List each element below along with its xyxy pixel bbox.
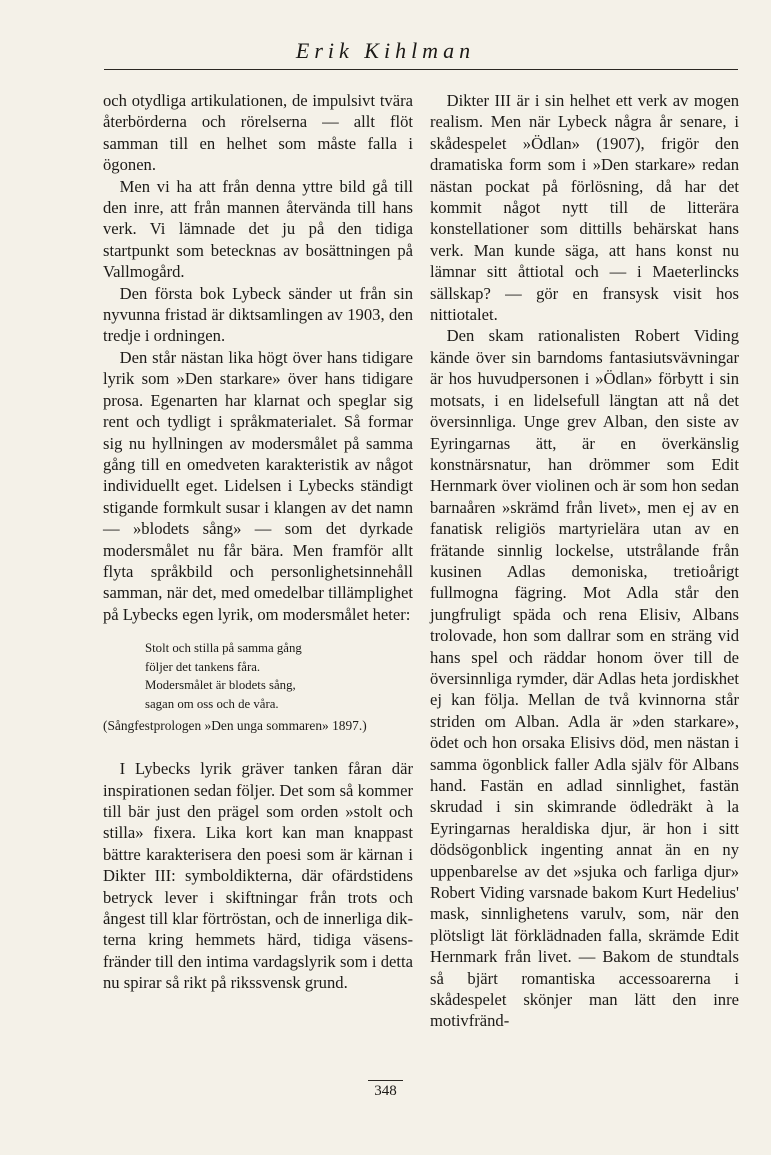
paragraph: I Lybecks lyrik gräver tanken fåran där inspirationen sedan följer. Det som så kommer till bär just den prägel som orden »stolt och stilla» fixera. Lika kort kan man knappast bättre karakterisera den poesi som är kärnan i Dikter III: symboldikterna, där ofärdstidens betryck lever i skiftningar från trots och ångest till klar förtröstan, och de innerliga dikterna kring hemmets härd, tidiga väsensfränder till den intima vardagslyrik som i detta nu spirar så rikt på rikssvensk grund. [103,759,413,993]
poem-line: följer det tankens fåra. [145,659,261,674]
page-number-text: 348 [368,1080,403,1099]
poem-quote [103,639,413,735]
poem-line: Stolt och stilla på samma gång [145,641,302,656]
paragraph: Den står nästan lika högt över hans tidigare lyrik som »Den starkare» över hans tidigare prosa. Egenarten har klarnat och speglar sig rent och tydligt i språkmaterialet. Så formar sig nu hyllningen av modersmålet på samma gång till en omedveten karakteristik av något individuellt eget. Lidelsen i Lybecks ständigt stigande formkult susar i klangen av det namn — »blodets sång» — som det dyrkade modersmålet nu får bära. Men framför allt flyta språkbild och personlighetsinnehåll samman, när det, med omedelbar tillämplighet på Lybecks egen lyrik, om modersmålet heter: [103,347,413,624]
paragraph: Den första bok Lybeck sänder ut från sin nyvunna fristad är diktsamlingen av 1903, den tredje i ordningen. [103,283,413,346]
page-number [0,1083,771,1100]
poem-line: Modersmålet är blodets sång, [145,678,296,693]
poem-source: (Sångfestprologen »Den unga sommaren» 1897.) [103,717,367,733]
poem-line: sagan om oss och de våra. [145,696,279,711]
paragraph: och otydliga artikulationen, de impulsivt tvära återbörderna och rörelserna — allt flöt samman till en helhet som måste falla i ögonen. [103,91,413,175]
paragraph: Men vi ha att från denna yttre bild gå till den inre, att från mannen återvända till hans verk. Vi lämnade det ju på den tidiga startpunkt som betecknas av bosättningen på Vallmogård. [103,176,413,282]
header-rule [104,69,738,70]
paragraph: Den skam rationalisten Robert Viding kände över sin barndoms fantasiutsvävningar är hos huvudpersonen i »Ödlan» förbytt i sin motsats, i en lidelsefull längtan att nå det översinnliga. Unge grev Alban, den siste av Eyringarnas ätt, är en överkänslig konstnärsnatur, han drömmer som Edit Hernmark över violinen och är som hon sedan barnaåren »skrämd från livet», men ej av en fanatisk religiös martyrielära utan av en frätande sinnlig lockelse, utstrålande från kusinen Adlas demoniska, tretioårigt fullmogna fägring. Mot Adla står den jungfruligt späda och rena Elisiv, Albans trolovade, hon som dallrar som en sträng vid hans spel och räddar honom över till de översinnliga rymder, där Adlas heta jordiskhet ej kan följa. Mellan de två kvinnorna står striden om Alban. Adla är »den starkare», ödet och hon orsaka Elisivs död, men nästan i samma ögonblick faller Adla själv för Albans hand. Fastän en adlad sinnlighet, fastän skrudad i sin skimrande ödledräkt à la Eyringarnas heraldiska djur, är hon i sitt dödsögonblick ingenting annat än en ny uppenbarelse av det »sjuka och farliga djur» Robert Viding varsnade bakom Kurt Hedelius' mask, sinnlighetens varulv, som, när den plötsligt lät förklädnaden falla, skrämde Edit Hernmark från livet. — Bakom de stundtals så bjärt romantiska accessoarerna i skådespelet skönjer man lätt den inre motivfränd- [430,326,739,1031]
right-column [430,90,739,1032]
paragraph: Dikter III är i sin helhet ett verk av mogen realism. Men när Lybeck några år senare, i skådespelet »Ödlan» (1907), frigör den dramatiska form som i »Den starkare» redan nästan pockat på förlösning, då har det kommit något nytt till de litterära konstellationer som dittills behärskat hans verk. Man kunde säga, att hans konst nu lämnar sitt åttiotal och — i Maeterlincks sällskap? — gör en fransysk visit hos nittiotalet. [430,91,739,325]
running-header: Erik Kihlman [295,38,476,63]
left-column [103,90,413,994]
